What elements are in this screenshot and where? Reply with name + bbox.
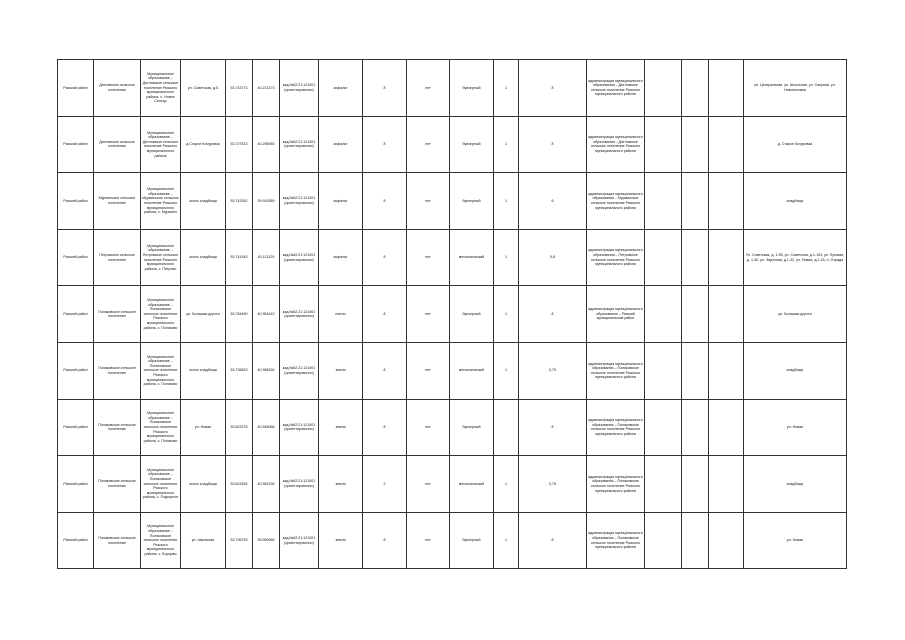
district-cell: Рязский район [58, 342, 94, 399]
extra-cell [682, 399, 709, 456]
longitude-cell: 40.963135 [253, 456, 280, 513]
surface-cell: земля [319, 399, 363, 456]
responsible-cell: администрация муниципального образования – Дятловское сельское поселение Рязского муниципального района [587, 60, 645, 117]
container-type-cell: бункерный [450, 286, 494, 343]
longitude-cell: 40.113129 [253, 229, 280, 286]
address-cell: около кладбища [181, 173, 226, 230]
cover-cell: нет [407, 173, 450, 230]
address-cell: ул. Советская, д.5 [181, 60, 226, 117]
extra-cell [709, 399, 744, 456]
container-count-cell [494, 399, 519, 456]
container-count-cell: 1 [494, 342, 519, 399]
cover-cell: нет [407, 512, 450, 569]
extra-cell [682, 229, 709, 286]
cadastral-cell: кад.№62:21:121001 (ориентировочно) [280, 229, 319, 286]
responsible-cell: администрация муниципального образования – Мурминское сельское поселение Рязского муниципального района [587, 173, 645, 230]
table-row [58, 512, 847, 569]
cadastral-cell: кад.№62:21:121001 (ориентировочно) [280, 286, 319, 343]
settlement-cell: Поляковское сельское поселение [94, 286, 141, 343]
table-row [58, 229, 847, 286]
extra-cell [645, 399, 682, 456]
district-cell: Рязский район [58, 399, 94, 456]
latitude-cell: 53.784490 [226, 286, 253, 343]
owner-cell: Муниципальное образование – Поляковское сельское поселение Рязского муниципального района, с. Поляково [141, 286, 181, 343]
extra-cell [682, 173, 709, 230]
longitude-cell: 40.954410 [253, 286, 280, 343]
extra-cell [682, 60, 709, 117]
responsible-cell: администрация муниципального образования – Дятловское сельское поселение Рязского муниципального района [587, 116, 645, 173]
extra-cell [645, 286, 682, 343]
extra-cell [709, 512, 744, 569]
area-cell: 8 [363, 342, 407, 399]
area-cell: 8 [363, 173, 407, 230]
owner-cell: Муниципальное образование – Поляковское сельское поселение Рязского муниципального района, с. Подгорное [141, 456, 181, 513]
district-cell: Рязский район [58, 456, 94, 513]
address-cell: около кладбища [181, 229, 226, 286]
address-cell: ул. Большая дорога [181, 286, 226, 343]
settlement-cell: Поляковское сельское поселение [94, 512, 141, 569]
container-count-cell: 1 [494, 116, 519, 173]
district-cell: Рязский район [58, 512, 94, 569]
area-cell: 8 [363, 399, 407, 456]
extra-cell [682, 342, 709, 399]
district-cell: Рязский район [58, 173, 94, 230]
cover-cell: нет [407, 229, 450, 286]
cover-cell: нет [407, 399, 450, 456]
waste-sources-cell: д. Старое Кочуровка [744, 116, 847, 173]
extra-cell [709, 229, 744, 286]
container-count-cell: 1 [494, 229, 519, 286]
waste-sources-cell: ул. Большая дорога [744, 286, 847, 343]
owner-cell: Муниципальное образование – Поляковское сельское поселение Рязского муниципального района, с. Поляково [141, 342, 181, 399]
cover-cell: нет [407, 286, 450, 343]
container-type-cell: металлический [450, 342, 494, 399]
longitude-cell: 40.958150 [253, 342, 280, 399]
extra-cell [709, 342, 744, 399]
responsible-cell: администрация муниципального образования – Поляковское сельское поселение Рязского муниципального района [587, 512, 645, 569]
district-cell: Рязский район [58, 286, 94, 343]
container-volume-cell: 6 [519, 173, 587, 230]
container-volume-cell: 8 [519, 60, 587, 117]
latitude-cell: 53.743773 [226, 60, 253, 117]
address-cell: ул. Школьная [181, 512, 226, 569]
area-cell: 8 [363, 286, 407, 343]
owner-cell: Муниципальное образование – Петровское сельское поселение Рязского муниципального района, с. Петрово [141, 229, 181, 286]
table-row [58, 456, 847, 513]
cadastral-cell: кад.№62:21:121001 (ориентировочно) [280, 173, 319, 230]
surface-cell: земля [319, 342, 363, 399]
container-count-cell: 1 [494, 456, 519, 513]
owner-cell: Муниципальное образование – Поляковское сельское поселение Рязского муниципального района, с. Поляково [141, 399, 181, 456]
registry-table-body [58, 60, 847, 569]
table-row [58, 399, 847, 456]
cover-cell: нет [407, 116, 450, 173]
owner-cell: Муниципальное образование – Дятловское сельское поселение Рязского муниципального района, с. Новое Сельцо [141, 60, 181, 117]
district-cell: Рязский район [58, 116, 94, 173]
cadastral-cell: кад.№62:21:121001 (ориентировочно) [280, 456, 319, 513]
waste-sources-cell: ул. Новая [744, 399, 847, 456]
extra-cell [645, 229, 682, 286]
extra-cell [645, 456, 682, 513]
longitude-cell: 39.989065 [253, 512, 280, 569]
cover-cell: нет [407, 456, 450, 513]
container-volume-cell: 0,8 [519, 229, 587, 286]
extra-cell [645, 512, 682, 569]
cover-cell: нет [407, 342, 450, 399]
owner-cell: Муниципальное образование – Дятловское сельское поселение Рязского муниципального района [141, 116, 181, 173]
latitude-cell: 53.736823 [226, 342, 253, 399]
owner-cell: Муниципальное образование – Мурминское сельское поселение Рязского муниципального района, с. Мурмино [141, 173, 181, 230]
settlement-cell: Петровское сельское поселение [94, 229, 141, 286]
container-count-cell: 1 [494, 173, 519, 230]
container-type-cell: металлический [450, 229, 494, 286]
table-row [58, 116, 847, 173]
address-cell: ул. Новая [181, 399, 226, 456]
settlement-cell: Поляковское сельское поселение [94, 456, 141, 513]
table-row [58, 286, 847, 343]
cadastral-cell: кад.№62:21:121001 (ориентировочно) [280, 512, 319, 569]
extra-cell [645, 116, 682, 173]
area-cell: 2 [363, 456, 407, 513]
registry-sheet [57, 59, 846, 569]
container-volume-cell: 0,75 [519, 456, 587, 513]
surface-cell: асфальт [319, 229, 363, 286]
extra-cell [682, 116, 709, 173]
cadastral-cell: кад.№62:21:121001 (ориентировочно) [280, 342, 319, 399]
container-type-cell: бункерный [450, 173, 494, 230]
container-volume-cell: 8 [519, 399, 587, 456]
container-count-cell: 1 [494, 512, 519, 569]
responsible-cell: администрация муниципального образования – Поляковское сельское поселение Рязского муниципального района [587, 456, 645, 513]
cadastral-cell: кад.№62:21:121001 (ориентировочно) [280, 116, 319, 173]
container-type-cell: бункерный [450, 60, 494, 117]
owner-cell: Муниципальное образование – Поляковское сельское поселение Рязского муниципального района, с. Борцово [141, 512, 181, 569]
longitude-cell: 40.213173 [253, 60, 280, 117]
longitude-cell: 40.298950 [253, 116, 280, 173]
latitude-cell: 53.727513 [226, 116, 253, 173]
surface-cell: земля [319, 512, 363, 569]
area-cell: 8 [363, 229, 407, 286]
district-cell: Рязский район [58, 229, 94, 286]
table-row [58, 173, 847, 230]
extra-cell [645, 60, 682, 117]
waste-sources-cell: кладбище [744, 456, 847, 513]
latitude-cell: 53.823278 [226, 399, 253, 456]
extra-cell [682, 512, 709, 569]
area-cell: 8 [363, 60, 407, 117]
responsible-cell: администрация муниципального образования – Петровское сельское поселение Рязского муниципального района [587, 229, 645, 286]
responsible-cell: администрация муниципального образования – Поляковское сельское поселение Рязского муниципального района [587, 399, 645, 456]
container-count-cell: 1 [494, 60, 519, 117]
latitude-cell: 53.743262 [226, 173, 253, 230]
container-type-cell: бункерный [450, 512, 494, 569]
extra-cell [709, 116, 744, 173]
waste-sources-cell: кладбище [744, 173, 847, 230]
extra-cell [709, 60, 744, 117]
surface-cell: асфальт [319, 116, 363, 173]
extra-cell [682, 286, 709, 343]
extra-cell [709, 456, 744, 513]
settlement-cell: Поляковское сельское поселение [94, 399, 141, 456]
settlement-cell: Мурминское сельское поселение [94, 173, 141, 230]
surface-cell: асфальт [319, 60, 363, 117]
waste-sources-cell: ул. Новая [744, 512, 847, 569]
extra-cell [709, 173, 744, 230]
extra-cell [709, 286, 744, 343]
longitude-cell: 40.948066 [253, 399, 280, 456]
cadastral-cell: кад.№62:21:121001 (ориентировочно) [280, 60, 319, 117]
latitude-cell: 53.741543 [226, 229, 253, 286]
container-type-cell: металлический [450, 456, 494, 513]
area-cell: 8 [363, 116, 407, 173]
responsible-cell: администрация муниципального образования – Поляковское сельское поселение Рязского муниципального района [587, 342, 645, 399]
surface-cell: земля [319, 456, 363, 513]
container-volume-cell: 0,75 [519, 342, 587, 399]
surface-cell: асфальт [319, 173, 363, 230]
area-cell: 8 [363, 512, 407, 569]
container-volume-cell: 8 [519, 286, 587, 343]
address-cell: около кладбища [181, 342, 226, 399]
address-cell: около кладбища [181, 456, 226, 513]
container-volume-cell: 8 [519, 116, 587, 173]
table-row [58, 60, 847, 117]
registry-table [57, 59, 847, 569]
waste-sources-cell: ул. Центральная, ул. Школьная, ул. Озерная, ул. Новоселовка [744, 60, 847, 117]
table-row [58, 342, 847, 399]
address-cell: д.Старое Кочуровка [181, 116, 226, 173]
waste-sources-cell: Ул. Советская, д. 1-95, ул. Советская, д.1-104, ул. Луговая, д. 1-30, ул. Заречная, д.1-32, ул. Новая, д.1-16, п. Отрада [744, 229, 847, 286]
settlement-cell: Поляковское сельское поселение [94, 342, 141, 399]
latitude-cell: 53.823284 [226, 456, 253, 513]
longitude-cell: 39.918389 [253, 173, 280, 230]
settlement-cell: Дятловское сельское поселение [94, 116, 141, 173]
cover-cell: нет [407, 60, 450, 117]
extra-cell [645, 173, 682, 230]
container-volume-cell: 8 [519, 512, 587, 569]
waste-sources-cell: кладбище [744, 342, 847, 399]
container-type-cell: бункерный [450, 116, 494, 173]
extra-cell [645, 342, 682, 399]
cadastral-cell: кад.№62:21:121001 (ориентировочно) [280, 399, 319, 456]
settlement-cell: Дятловское сельское поселение [94, 60, 141, 117]
responsible-cell: администрация муниципального образования – Рязский муниципальный район [587, 286, 645, 343]
container-type-cell: бункерный [450, 399, 494, 456]
surface-cell: плиты [319, 286, 363, 343]
district-cell: Рязский район [58, 60, 94, 117]
extra-cell [682, 456, 709, 513]
latitude-cell: 53.796793 [226, 512, 253, 569]
container-count-cell: 1 [494, 286, 519, 343]
